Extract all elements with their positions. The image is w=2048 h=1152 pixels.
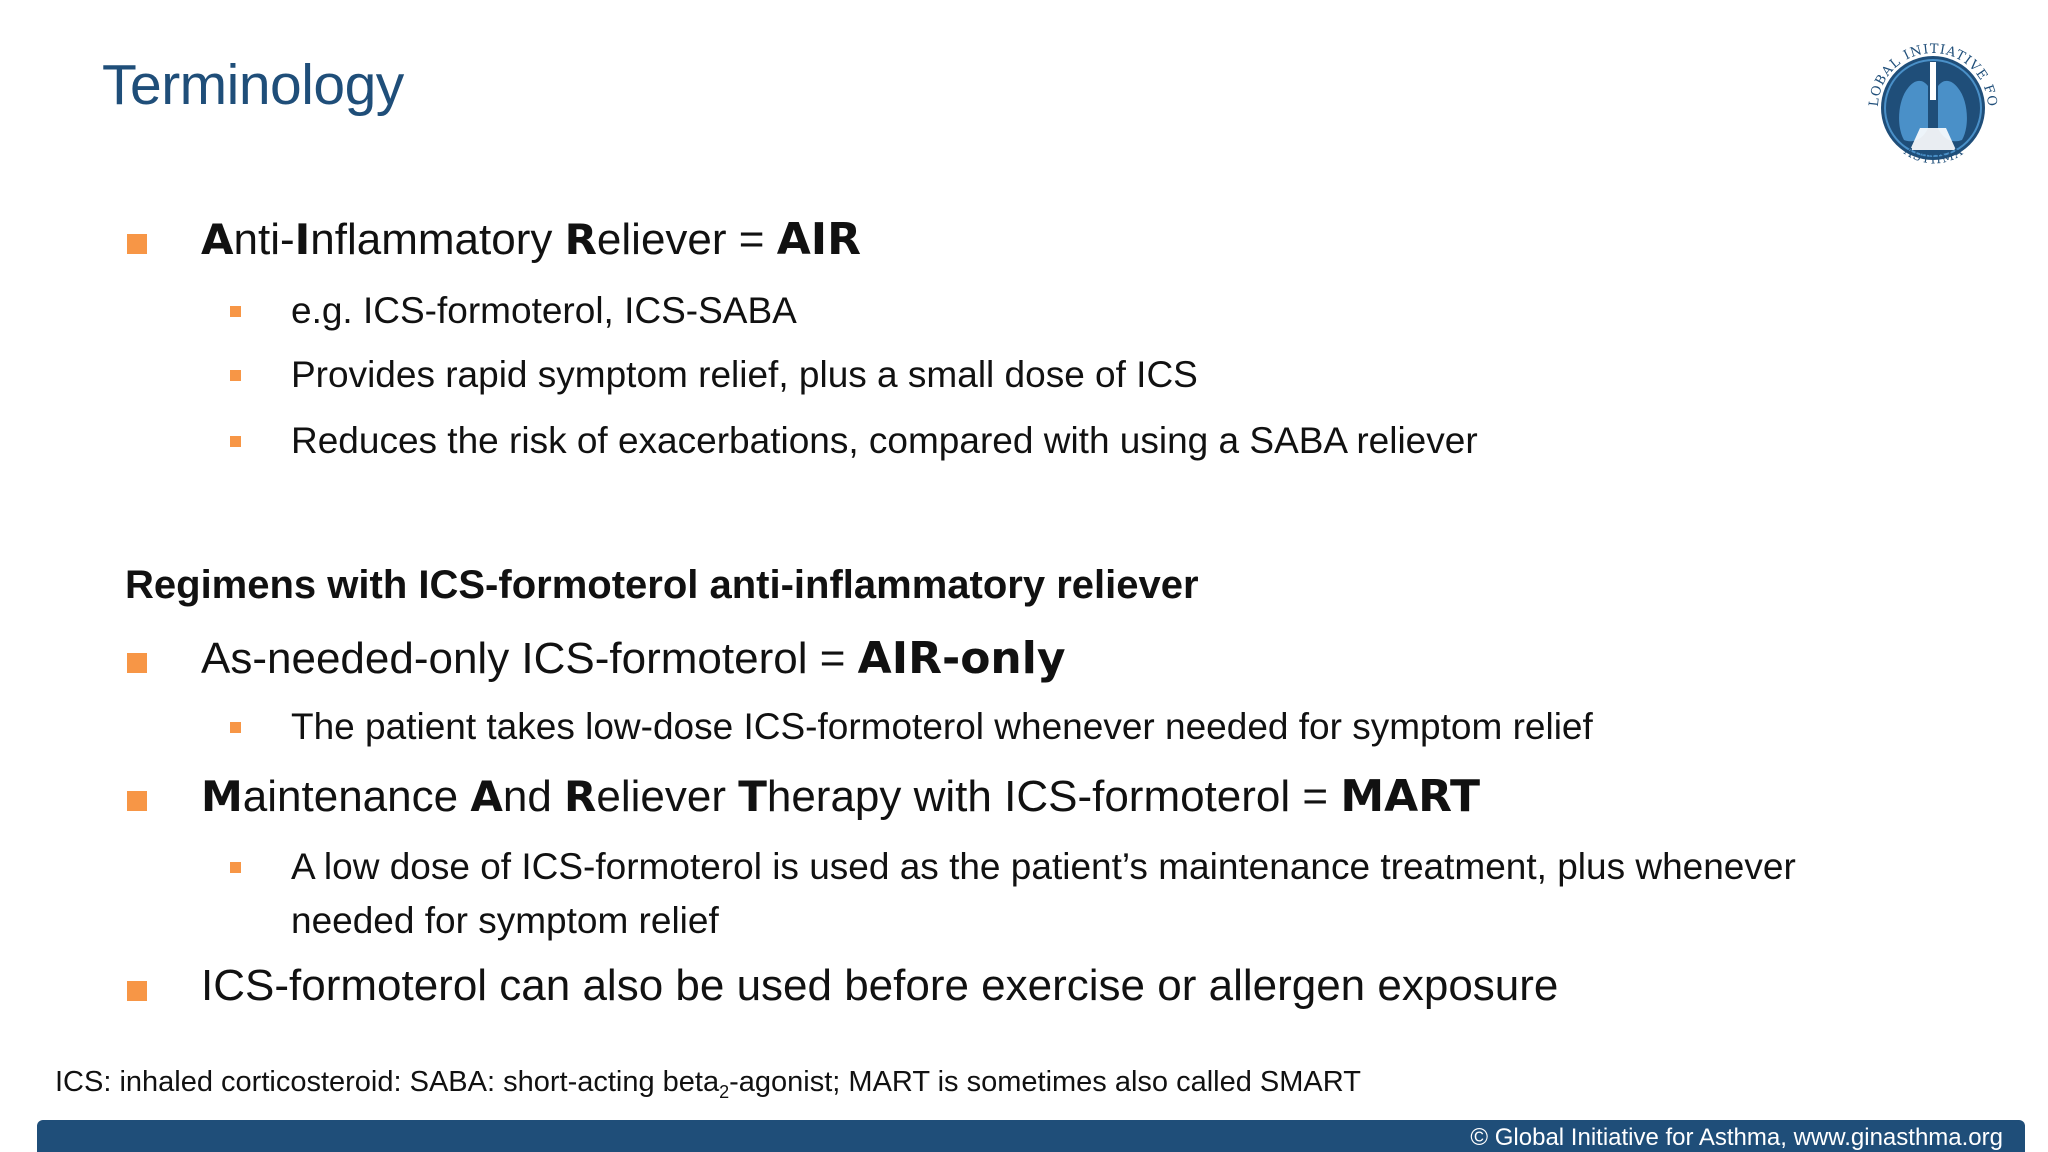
sub-bullet-square-icon — [230, 862, 241, 873]
sub-item: The patient takes low-dose ICS-formoterol whenever needed for symptom relief — [291, 706, 1593, 747]
text-part: -agonist; MART is sometimes also called SMART — [729, 1066, 1361, 1098]
subscript: 2 — [719, 1081, 730, 1102]
text-part: nd — [502, 772, 565, 821]
gina-logo — [1860, 28, 2006, 178]
sub-bullet-square-icon — [230, 722, 241, 733]
bullet-square-icon — [127, 981, 147, 1001]
sub-item-continuation: needed for symptom relief — [291, 900, 719, 941]
bullet-square-icon — [127, 791, 147, 811]
sub-item: Provides rapid symptom relief, plus a small dose of ICS — [291, 354, 1198, 395]
text-part: eliever — [596, 772, 739, 821]
sub-item: e.g. ICS-formoterol, ICS-SABA — [291, 290, 797, 331]
hl-letter: M — [201, 772, 243, 821]
text-part: eliever = — [596, 215, 777, 264]
text-part: herapy with ICS-formoterol = — [766, 772, 1341, 821]
gina-lungs-globe-logo-icon — [1860, 28, 2006, 178]
sub-bullet-square-icon — [230, 436, 241, 447]
acronym-air-only: AIR-only — [857, 633, 1066, 684]
acronym-air: AIR — [776, 214, 861, 265]
hl-letter: A — [201, 215, 234, 264]
bullet-square-icon — [127, 653, 147, 673]
bullet-square-icon — [127, 234, 147, 254]
text-part: nflammatory — [310, 215, 565, 264]
sub-bullet-square-icon — [230, 370, 241, 381]
copyright-text: © Global Initiative for Asthma, www.ginasthma.org — [1470, 1124, 2003, 1151]
hl-letter: A — [470, 772, 503, 821]
hl-letter: I — [294, 215, 311, 264]
hl-letter: R — [564, 772, 597, 821]
slide-title: Terminology — [102, 53, 404, 117]
exercise-note: ICS-formoterol can also be used before exercise or allergen exposure — [201, 961, 1559, 1010]
text-part: ICS: inhaled corticosteroid: SABA: short-acting beta — [55, 1066, 720, 1098]
air-definition — [201, 214, 861, 265]
acronym-mart: MART — [1340, 771, 1481, 822]
logo-top-text: LOBAL INITIATIVE FO — [1866, 41, 2000, 108]
air-only-definition — [201, 633, 1066, 684]
text-part: As-needed-only ICS-formoterol = — [201, 634, 858, 683]
footer-bar — [37, 1120, 2025, 1152]
regimens-heading: Regimens with ICS-formoterol anti-inflammatory reliever — [125, 563, 1199, 607]
abbreviations-footnote — [55, 1066, 1361, 1103]
hl-letter: T — [738, 772, 767, 821]
hl-letter: R — [564, 215, 597, 264]
logo-bottom-text: ASTHMA — [1901, 143, 1967, 167]
mart-definition — [201, 771, 1480, 822]
sub-bullet-square-icon — [230, 306, 241, 317]
sub-item: A low dose of ICS-formoterol is used as the patient’s maintenance treatment, plus whenever — [291, 846, 1796, 887]
text-part: nti- — [233, 215, 295, 264]
sub-item: Reduces the risk of exacerbations, compared with using a SABA reliever — [291, 420, 1478, 461]
text-part: aintenance — [242, 772, 471, 821]
